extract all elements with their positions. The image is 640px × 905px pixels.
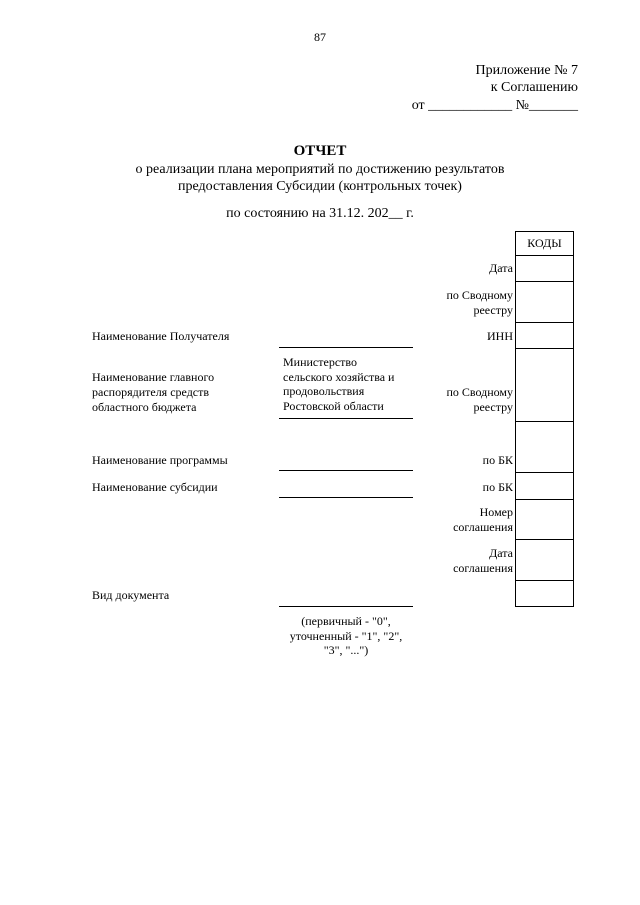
registry-code-cell-2[interactable] [516, 349, 574, 422]
report-subtitle-line1: о реализации плана мероприятий по достижению результатов [135, 162, 505, 177]
recipient-label: Наименование Получателя [92, 329, 230, 343]
manager-label-line2: распорядителя средств [92, 385, 210, 399]
bk-code-cell-1[interactable] [516, 422, 574, 473]
codes-header: КОДЫ [516, 232, 574, 256]
inn-code-cell[interactable] [516, 323, 574, 349]
registry-label-1a: по Сводному [446, 288, 513, 302]
document-type-cell[interactable] [516, 581, 574, 607]
recipient-field-line [279, 347, 413, 348]
program-field-line [279, 470, 413, 471]
program-label: Наименование программы [92, 453, 228, 467]
agreement-date-label-a: Дата [489, 546, 513, 560]
registry-code-cell-1[interactable] [516, 282, 574, 323]
agreement-number-cell[interactable] [516, 500, 574, 540]
report-date: по состоянию на 31.12. 202__ г. [226, 206, 414, 221]
report-title: ОТЧЕТ [293, 143, 347, 159]
date-label: Дата [489, 261, 513, 275]
page-number: 87 [314, 30, 326, 44]
registry-label-2b: реестру [473, 400, 513, 414]
report-subtitle-line2: предоставления Субсидии (контрольных точек) [178, 179, 462, 194]
manager-label-line1: Наименование главного [92, 370, 215, 384]
appendix-reference: к Соглашению [490, 80, 578, 95]
appendix-number-date: от ____________ №_______ [411, 98, 578, 113]
inn-label: ИНН [487, 329, 513, 343]
subsidy-field-line [279, 497, 413, 498]
agreement-date-cell[interactable] [516, 540, 574, 581]
date-code-cell[interactable] [516, 256, 574, 282]
registry-label-1b: реестру [473, 303, 513, 317]
document-type-note: (первичный - "0", уточненный - "1", "2", "3", "...") [289, 614, 403, 657]
appendix-title: Приложение № 7 [475, 63, 578, 78]
codes-table [515, 231, 574, 607]
manager-label-line3: областного бюджета [92, 400, 197, 414]
agreement-date-label-b: соглашения [453, 561, 513, 575]
document-type-field-line [279, 606, 413, 607]
bk-code-cell-2[interactable] [516, 473, 574, 500]
document-type-label: Вид документа [92, 588, 170, 602]
bk-label-2: по БК [482, 480, 513, 494]
manager-field-line [279, 418, 413, 419]
bk-label-1: по БК [482, 453, 513, 467]
agreement-number-label-a: Номер [479, 505, 513, 519]
ministry-name: Министерство сельского хозяйства и продовольствия Ростовской области [283, 355, 395, 413]
subsidy-label: Наименование субсидии [92, 480, 218, 494]
agreement-number-label-b: соглашения [453, 520, 513, 534]
registry-label-2a: по Сводному [446, 385, 513, 399]
